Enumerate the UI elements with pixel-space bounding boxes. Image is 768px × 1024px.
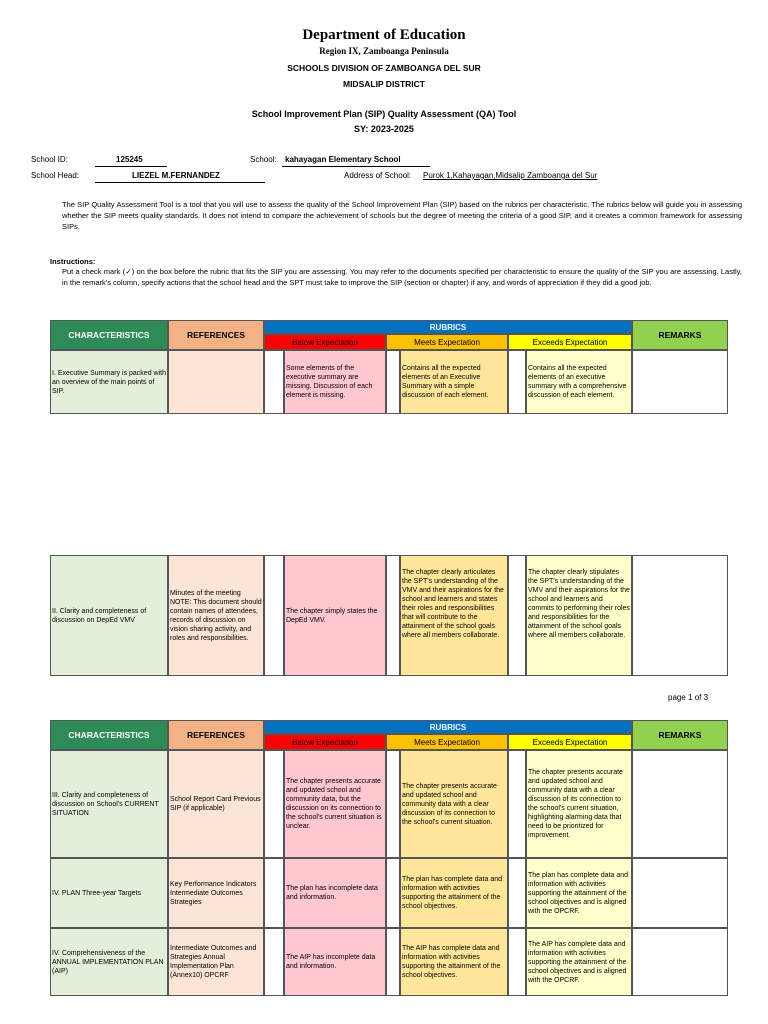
row-3-below-rubric: The chapter presents accurate and updated school and community data, but the discussion on its connection to the school's current situation is unclear. xyxy=(284,750,386,858)
row-4-characteristic: IV. PLAN Three-year Targets xyxy=(50,858,168,928)
row-4-remarks[interactable] xyxy=(632,858,728,928)
meets-expectation-header-2: Meets Expectation xyxy=(386,734,508,750)
meets-expectation-header: Meets Expectation xyxy=(386,334,508,350)
school-id-label: School ID: xyxy=(31,155,68,164)
row-2-meets-checkbox[interactable] xyxy=(386,555,400,676)
row-3-exceeds-checkbox[interactable] xyxy=(508,750,526,858)
row-5-meets-rubric: The AIP has complete data and information with activities supporting the attainment of the school objectives. xyxy=(400,928,508,996)
address-label: Address of School: xyxy=(344,171,412,180)
characteristics-header: CHARACTERISTICS xyxy=(50,320,168,350)
row-2-remarks[interactable] xyxy=(632,555,728,676)
row-3-characteristic: III. Clarity and completeness of discussion on School's CURRENT SITUATION xyxy=(50,750,168,858)
row-1-characteristic: I. Executive Summary is packed with an overview of the main points of SIP. xyxy=(50,350,168,414)
row-2-meets-rubric: The chapter clearly articulates the SPT's understanding of the VMV and their aspirations for the school and learners and states their roles and responsibilities that will contribute to the attainment of the school goals where all members collaborate. xyxy=(400,555,508,676)
row-2-references: Minutes of the meeting NOTE: This document should contain names of attendees, records of discussion on vision sharing activity, and roles and responsibilities. xyxy=(168,555,264,676)
row-1-references xyxy=(168,350,264,414)
row-4-meets-rubric: The plan has complete data and information with activities supporting the attainment of the school objectives. xyxy=(400,858,508,928)
row-1-exceeds-checkbox[interactable] xyxy=(508,350,526,414)
district-line: MIDSALIP DISTRICT xyxy=(342,79,425,89)
page-number: page 1 of 3 xyxy=(668,693,709,702)
school-name-underline xyxy=(282,166,430,167)
school-head-underline xyxy=(95,182,265,183)
rubrics-header: RUBRICS xyxy=(264,320,632,334)
remarks-header-2: REMARKS xyxy=(632,720,728,750)
row-1-remarks[interactable] xyxy=(632,350,728,414)
exceeds-expectation-header-2: Exceeds Expectation xyxy=(508,734,632,750)
row-5-below-rubric: The AIP has incomplete data and information. xyxy=(284,928,386,996)
references-header-2: REFERENCES xyxy=(168,720,264,750)
row-2-below-rubric: The chapter simply states the DepEd VMV. xyxy=(284,555,386,676)
row-2-exceeds-rubric: The chapter clearly stipulates the SPT's understanding of the VMV and their aspirations for the school and learners and commits to performing their roles and responsibilities for the attainment of the school goals where all members collaborate. xyxy=(526,555,632,676)
row-5-references: Intermediate Outcomes and Strategies Annual Implementation Plan (Annex10) OPCRF xyxy=(168,928,264,996)
row-5-remarks[interactable] xyxy=(632,928,728,996)
row-3-meets-checkbox[interactable] xyxy=(386,750,400,858)
characteristics-header-2: CHARACTERISTICS xyxy=(50,720,168,750)
row-4-exceeds-checkbox[interactable] xyxy=(508,858,526,928)
department-title: Department of Education xyxy=(302,27,466,43)
row-4-references: Key Performance Indicators Intermediate Outcomes Strategies xyxy=(168,858,264,928)
row-4-below-checkbox[interactable] xyxy=(264,858,284,928)
school-head-label: School Head: xyxy=(31,171,80,180)
row-2-exceeds-checkbox[interactable] xyxy=(508,555,526,676)
row-3-below-checkbox[interactable] xyxy=(264,750,284,858)
row-4-exceeds-rubric: The plan has complete data and information with activities supporting the attainment of the school objectives and is aligned with the OPCRF. xyxy=(526,858,632,928)
row-5-characteristic: IV. Comprehensiveness of the ANNUAL IMPLEMENTATION PLAN (AIP) xyxy=(50,928,168,996)
exceeds-expectation-header: Exceeds Expectation xyxy=(508,334,632,350)
school-name-value: kahayagan Elementary School xyxy=(285,155,401,164)
row-1-meets-checkbox[interactable] xyxy=(386,350,400,414)
row-1-exceeds-rubric: Contains all the expected elements of an executive summary with a comprehensive discussion of each element. xyxy=(526,350,632,414)
row-4-below-rubric: The plan has incomplete data and information. xyxy=(284,858,386,928)
remarks-header: REMARKS xyxy=(632,320,728,350)
school-id-value: 125245 xyxy=(116,155,143,164)
references-header: REFERENCES xyxy=(168,320,264,350)
address-value: Purok 1,Kahayagan,Midsalip Zamboanga del Sur xyxy=(423,171,598,180)
below-expectation-header-2: Below Expectation xyxy=(264,734,386,750)
row-3-meets-rubric: The chapter presents accurate and updated school and community data with a clear discussion of its connection to the school's current situation. xyxy=(400,750,508,858)
row-3-references: School Report Card Previous SIP (if applicable) xyxy=(168,750,264,858)
row-2-characteristic: II. Clarity and completeness of discussion on DepEd VMV xyxy=(50,555,168,676)
below-expectation-header: Below Expectation xyxy=(264,334,386,350)
row-1-below-checkbox[interactable] xyxy=(264,350,284,414)
row-3-exceeds-rubric: The chapter presents accurate and updated school and community data with a clear discussion of its connection to the school's current situation, highlighting alarming data that need to be prioritized for improvement. xyxy=(526,750,632,858)
row-5-below-checkbox[interactable] xyxy=(264,928,284,996)
rubrics-header-2: RUBRICS xyxy=(264,720,632,734)
intro-paragraph: The SIP Quality Assessment Tool is a tool that you will use to assess the quality of the School Improvement Plan (SIP) based on the rubrics per characteristic. The rubrics below will guide you in assessing whether the SIP meets quality standards. It does not intend to compare the achievement of schools but the degree of meeting the criteria of a good SIP, and it creates a common framework for assessing SIPs. xyxy=(62,200,742,231)
row-5-exceeds-rubric: The AIP has complete data and information with activities supporting the attainment of the school objectives and is aligned with the OPCRF. xyxy=(526,928,632,996)
instructions-title: Instructions: xyxy=(50,257,96,266)
tool-title: School Improvement Plan (SIP) Quality Assessment (QA) Tool xyxy=(251,109,517,119)
row-5-exceeds-checkbox[interactable] xyxy=(508,928,526,996)
region-line: Region IX, Zamboanga Peninsula xyxy=(319,46,449,56)
row-2-below-checkbox[interactable] xyxy=(264,555,284,676)
row-3-remarks[interactable] xyxy=(632,750,728,858)
school-head-value: LIEZEL M.FERNANDEZ xyxy=(132,171,220,180)
row-1-below-rubric: Some elements of the executive summary are missing. Discussion of each element is missing. xyxy=(284,350,386,414)
instructions-paragraph: Put a check mark (✓) on the box before the rubric that fits the SIP you are assessing. You may refer to the documents specified per characteristic to ensure the quality of the SIP you are assessing. Lastly, in the remark's column, specify actions that the school head and the SPT must take to improve the SIP (section or chapter) if any, and words of appreciation if they did a good job. xyxy=(62,267,742,287)
row-4-meets-checkbox[interactable] xyxy=(386,858,400,928)
school-year: SY: 2023-2025 xyxy=(354,124,414,134)
school-label: School: xyxy=(250,155,277,164)
row-1-meets-rubric: Contains all the expected elements of an Executive Summary with a simple discussion of each element. xyxy=(400,350,508,414)
school-id-underline xyxy=(95,166,167,167)
row-5-meets-checkbox[interactable] xyxy=(386,928,400,996)
division-line: SCHOOLS DIVISION OF ZAMBOANGA DEL SUR xyxy=(287,63,481,73)
